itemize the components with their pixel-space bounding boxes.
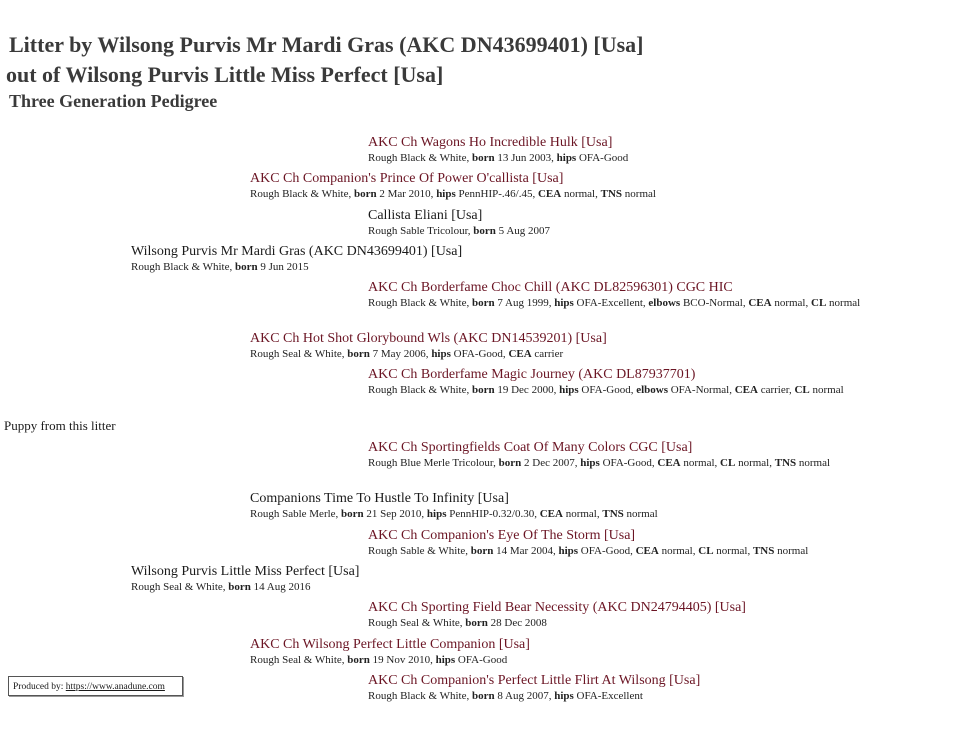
dog-details: Rough Black & White, born 19 Dec 2000, hips OFA-Good, elbows OFA-Normal, CEA carrier, CL normal bbox=[368, 384, 844, 396]
dog-details: Rough Seal & White, born 14 Aug 2016 bbox=[131, 581, 311, 593]
pedigree-entry-sire-sire-dam bbox=[368, 207, 550, 239]
dog-details: Rough Black & White, born 7 Aug 1999, hips OFA-Excellent, elbows BCO-Normal, CEA normal, CL normal bbox=[368, 297, 861, 309]
dog-details: Rough Sable & White, born 14 Mar 2004, hips OFA-Good, CEA normal, CL normal, TNS normal bbox=[368, 545, 809, 557]
dog-details: Rough Seal & White, born 7 May 2006, hips OFA-Good, CEA carrier bbox=[250, 348, 564, 360]
page-title-sire: Litter by Wilsong Purvis Mr Mardi Gras (AKC DN43699401) [Usa] bbox=[9, 32, 644, 57]
pedigree-entry-sire-dam bbox=[250, 330, 607, 362]
dog-name[interactable]: Wilsong Purvis Mr Mardi Gras (AKC DN43699401) [Usa] bbox=[131, 244, 463, 259]
produced-by-box bbox=[8, 676, 183, 696]
dog-name[interactable]: Companions Time To Hustle To Infinity [Usa] bbox=[250, 491, 509, 506]
dog-details: Rough Black & White, born 8 Aug 2007, hips OFA-Excellent bbox=[368, 690, 643, 702]
dog-name[interactable]: AKC Ch Companion's Perfect Little Flirt At Wilsong [Usa] bbox=[368, 673, 701, 688]
dog-details: Rough Black & White, born 13 Jun 2003, hips OFA-Good bbox=[368, 152, 629, 164]
pedigree-entry-dam-sire-dam bbox=[368, 527, 808, 559]
dog-name[interactable]: AKC Ch Hot Shot Glorybound Wls (AKC DN14539201) [Usa] bbox=[250, 331, 607, 346]
pedigree-entry-dam-dam-sire bbox=[368, 599, 746, 631]
pedigree-entry-sire-sire bbox=[250, 170, 656, 202]
dog-name[interactable]: Callista Eliani [Usa] bbox=[368, 208, 483, 223]
dog-name[interactable]: AKC Ch Wilsong Perfect Little Companion [Usa] bbox=[250, 637, 530, 652]
dog-details: Rough Seal & White, born 28 Dec 2008 bbox=[368, 617, 547, 629]
page-subtitle: Three Generation Pedigree bbox=[9, 91, 218, 111]
pedigree-entry-dam bbox=[131, 563, 359, 595]
pedigree-entry-sire-dam-sire bbox=[368, 279, 878, 311]
pedigree-entry-dam-sire-sire bbox=[368, 439, 868, 471]
dog-name[interactable]: AKC Ch Borderfame Magic Journey (AKC DL87937701) bbox=[368, 367, 696, 382]
produced-by-link[interactable]: https://www.anadune.com bbox=[65, 682, 165, 692]
dog-details: Rough Black & White, born 9 Jun 2015 bbox=[131, 261, 309, 273]
dog-details: Rough Black & White, born 2 Mar 2010, hips PennHIP-.46/.45, CEA normal, TNS normal bbox=[250, 188, 656, 200]
dog-details: Rough Sable Merle, born 21 Sep 2010, hips PennHIP-0.32/0.30, CEA normal, TNS normal bbox=[250, 508, 658, 520]
dog-name[interactable]: AKC Ch Companion's Eye Of The Storm [Usa] bbox=[368, 528, 636, 543]
pedigree-entry-sire-dam-dam bbox=[368, 366, 878, 398]
page-title-dam: out of Wilsong Purvis Little Miss Perfect [Usa] bbox=[6, 62, 444, 87]
pedigree-entry-dam-dam bbox=[250, 636, 530, 668]
pedigree-entry-sire-sire-sire bbox=[368, 134, 628, 166]
dog-name[interactable]: AKC Ch Companion's Prince Of Power O'callista [Usa] bbox=[250, 171, 564, 186]
puppy-label: Puppy from this litter bbox=[4, 418, 116, 433]
dog-name[interactable]: AKC Ch Wagons Ho Incredible Hulk [Usa] bbox=[368, 135, 613, 150]
dog-name[interactable]: AKC Ch Sportingfields Coat Of Many Colors CGC [Usa] bbox=[368, 440, 693, 455]
dog-details: Rough Seal & White, born 19 Nov 2010, hips OFA-Good bbox=[250, 654, 508, 666]
dog-name[interactable]: AKC Ch Borderfame Choc Chill (AKC DL82596301) CGC HIC bbox=[368, 280, 733, 295]
dog-details: Rough Blue Merle Tricolour, born 2 Dec 2007, hips OFA-Good, CEA normal, CL normal, TNS normal bbox=[368, 457, 831, 469]
dog-details: Rough Sable Tricolour, born 5 Aug 2007 bbox=[368, 225, 551, 237]
produced-by-label: Produced by: bbox=[13, 682, 64, 692]
pedigree-entry-dam-sire bbox=[250, 490, 658, 522]
dog-name[interactable]: AKC Ch Sporting Field Bear Necessity (AKC DN24794405) [Usa] bbox=[368, 600, 746, 615]
pedigree-entry-dam-dam-dam bbox=[368, 672, 700, 704]
dog-name[interactable]: Wilsong Purvis Little Miss Perfect [Usa] bbox=[131, 564, 360, 579]
pedigree-entry-sire bbox=[131, 243, 462, 275]
